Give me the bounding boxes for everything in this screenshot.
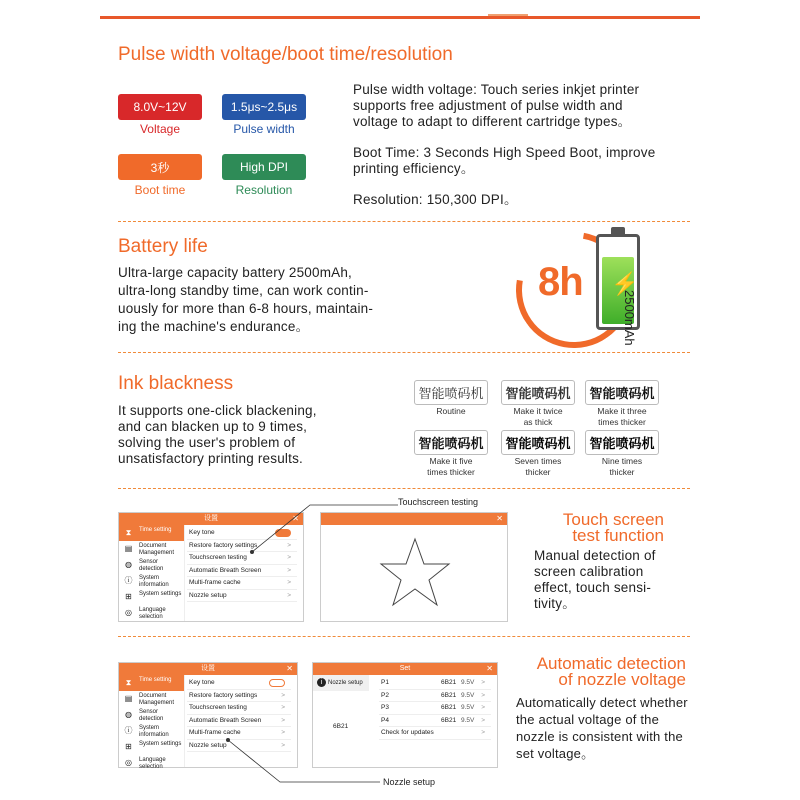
nozzle-row-p2[interactable]: P2 6B21 9.5V > <box>379 690 491 703</box>
menu-breath[interactable]: Automatic Breath Screen > <box>187 715 291 728</box>
voltage-badge: 8.0V~12V <box>118 94 202 120</box>
ink-sample-routine: 智能喷码机 Routine <box>414 380 488 418</box>
menu-breath[interactable]: Automatic Breath Screen > <box>187 565 297 578</box>
boot-time-label: Boot time <box>134 183 186 197</box>
grid-icon: ⊞ <box>125 742 132 751</box>
side-time-setting[interactable]: ⧗ Time setting <box>119 525 184 541</box>
globe-icon: ◎ <box>125 608 132 617</box>
nozzle-callout: Nozzle setup <box>383 777 436 787</box>
touch-desc: Manual detection of screen calibration effect, touch sensi- tivity。 <box>534 548 656 611</box>
menu-restore[interactable]: Restore factory settings > <box>187 540 297 553</box>
pulse-boot-desc: Boot Time: 3 Seconds High Speed Boot, improve printing efficiency。 <box>353 145 656 176</box>
menu-nozzle[interactable]: Nozzle setup > <box>187 590 297 603</box>
menu-touchscreen[interactable]: Touchscreen testing > <box>187 552 297 565</box>
nozzle-row-p4[interactable]: P4 6B21 9.5V > <box>379 715 491 728</box>
battery-icon: ⚡ <box>596 234 640 330</box>
battery-capacity: 2500mAh <box>622 290 637 346</box>
menu-restore[interactable]: Restore factory settings > <box>187 690 291 703</box>
divider <box>118 636 690 637</box>
nozzle-row-p3[interactable]: P3 6B21 9.5V > <box>379 702 491 715</box>
side-system-info[interactable]: ⓘ System information <box>124 575 169 588</box>
menu-touchscreen[interactable]: Touchscreen testing > <box>187 702 291 715</box>
nozzle-side-value: 6B21 <box>333 723 349 730</box>
grid-icon: ⊞ <box>125 592 132 601</box>
nozzle-row-p1[interactable]: P1 6B21 9.5V > <box>379 677 491 690</box>
touchscreen-callout: Touchscreen testing <box>398 497 479 507</box>
ink-title: Ink blackness <box>118 373 234 394</box>
ink-sample-9x: 智能喷码机 Nine times thicker <box>585 430 659 477</box>
resolution-label: Resolution <box>235 183 293 197</box>
touch-test-panel <box>320 512 508 622</box>
info-icon: i <box>317 678 326 687</box>
side-document[interactable]: ▤ Document Management <box>124 693 175 706</box>
close-icon: ✕ <box>486 664 493 673</box>
side-system-info[interactable]: ⓘ System information <box>124 725 169 738</box>
menu-cache[interactable]: Multi-frame cache > <box>187 727 291 740</box>
close-icon: ✕ <box>292 514 299 523</box>
divider <box>118 352 690 353</box>
ink-sample-5x: 智能喷码机 Make it five times thicker <box>414 430 488 477</box>
menu-key-tone[interactable]: Key tone <box>187 677 291 690</box>
side-system-settings[interactable]: ⊞ System settings <box>125 741 182 751</box>
touch-title: Touch screen test function <box>562 510 664 545</box>
close-icon: ✕ <box>286 664 293 673</box>
pulse-resolution-desc: Resolution: 150,300 DPI。 <box>353 192 518 207</box>
hourglass-icon: ⧗ <box>125 528 132 537</box>
info-icon: ⓘ <box>124 726 133 735</box>
nozzle-title: Automatic detection of nozzle voltage <box>536 654 686 689</box>
pulse-width-label: Pulse width <box>233 122 295 136</box>
nozzle-set-panel: Set ✕ i Nozzle setup 6B21 P1 6B21 9.5V > P2 6B21 9.5V > P3 6B21 9.5V > P4 6B21 9.5V > Check for updates > <box>312 662 498 768</box>
sensor-icon: ◍ <box>125 560 132 569</box>
side-time-setting[interactable]: ⧗ Time setting <box>119 675 184 691</box>
side-document[interactable]: ▤ Document Management <box>124 543 175 556</box>
menu-key-tone[interactable]: Key tone <box>187 527 297 540</box>
battery-desc: Ultra-large capacity battery 2500mAh, ultra-long standby time, can work contin- uously for more than 6-8 hours, maintain- ing the machine's endurance。 <box>118 265 374 334</box>
ink-desc: It supports one-click blackening, and can blacken up to 9 times, solving the user's problem of unsatisfactory printing results. <box>118 403 317 466</box>
voltage-label: Voltage <box>139 122 181 136</box>
boot-time-badge: 3秒 <box>118 154 202 180</box>
battery-title: Battery life <box>118 236 208 257</box>
close-icon: ✕ <box>496 514 503 523</box>
info-icon: ⓘ <box>124 576 133 585</box>
nozzle-side-item[interactable]: i Nozzle setup <box>313 675 369 691</box>
side-language[interactable]: ◎ Language selection <box>125 607 166 620</box>
pulse-title: Pulse width voltage/boot time/resolution <box>118 44 453 65</box>
resolution-badge: High DPI <box>222 154 306 180</box>
side-language[interactable]: ◎ Language selection <box>125 757 166 770</box>
side-system-settings[interactable]: ⊞ System settings <box>125 591 182 601</box>
ink-sample-3x: 智能喷码机 Make it three times thicker <box>585 380 659 427</box>
ink-sample-7x: 智能喷码机 Seven times thicker <box>501 430 575 477</box>
top-rule <box>100 16 700 19</box>
nozzle-desc: Automatically detect whether the actual voltage of the nozzle is consistent with the set voltage。 <box>516 695 688 761</box>
pulse-width-badge: 1.5μs~2.5μs <box>222 94 306 120</box>
star-icon <box>379 537 451 607</box>
sensor-icon: ◍ <box>125 710 132 719</box>
settings-panel-2: 设置 ✕ ⧗ Time setting ▤ Document Management ◍ Sensor detection ⓘ System information ⊞ System settings ◎ Language selection Key tone Restore factory settings > Touchscreen testing > Automatic Breath Screen > Multi-frame cache > Nozzle setup > <box>118 662 298 768</box>
check-updates[interactable]: Check for updates > <box>379 727 491 740</box>
settings-panel: 设置 ✕ ⧗ Time setting ▤ Document Management ◍ Sensor detection ⓘ System information ⊞ System settings ◎ Language selection Key tone Restore factory settings > Touchscreen testing > Automatic Breath Screen > Multi-frame cache > Nozzle setup > <box>118 512 304 622</box>
globe-icon: ◎ <box>125 758 132 767</box>
ink-sample-2x: 智能喷码机 Make it twice as thick <box>501 380 575 427</box>
document-icon: ▤ <box>124 544 133 553</box>
side-sensor[interactable]: ◍ Sensor detection <box>125 559 164 572</box>
pulse-voltage-desc: Pulse width voltage: Touch series inkjet printer supports free adjustment of pulse width and voltage to adapt to different cartridge types。 <box>353 82 640 129</box>
battery-hours: 8h <box>538 260 583 304</box>
menu-cache[interactable]: Multi-frame cache > <box>187 577 297 590</box>
divider <box>118 488 690 489</box>
side-sensor[interactable]: ◍ Sensor detection <box>125 709 164 722</box>
menu-nozzle[interactable]: Nozzle setup > <box>187 740 291 753</box>
document-icon: ▤ <box>124 694 133 703</box>
toggle-switch <box>269 679 285 687</box>
hourglass-icon: ⧗ <box>125 678 132 687</box>
divider <box>118 221 690 222</box>
